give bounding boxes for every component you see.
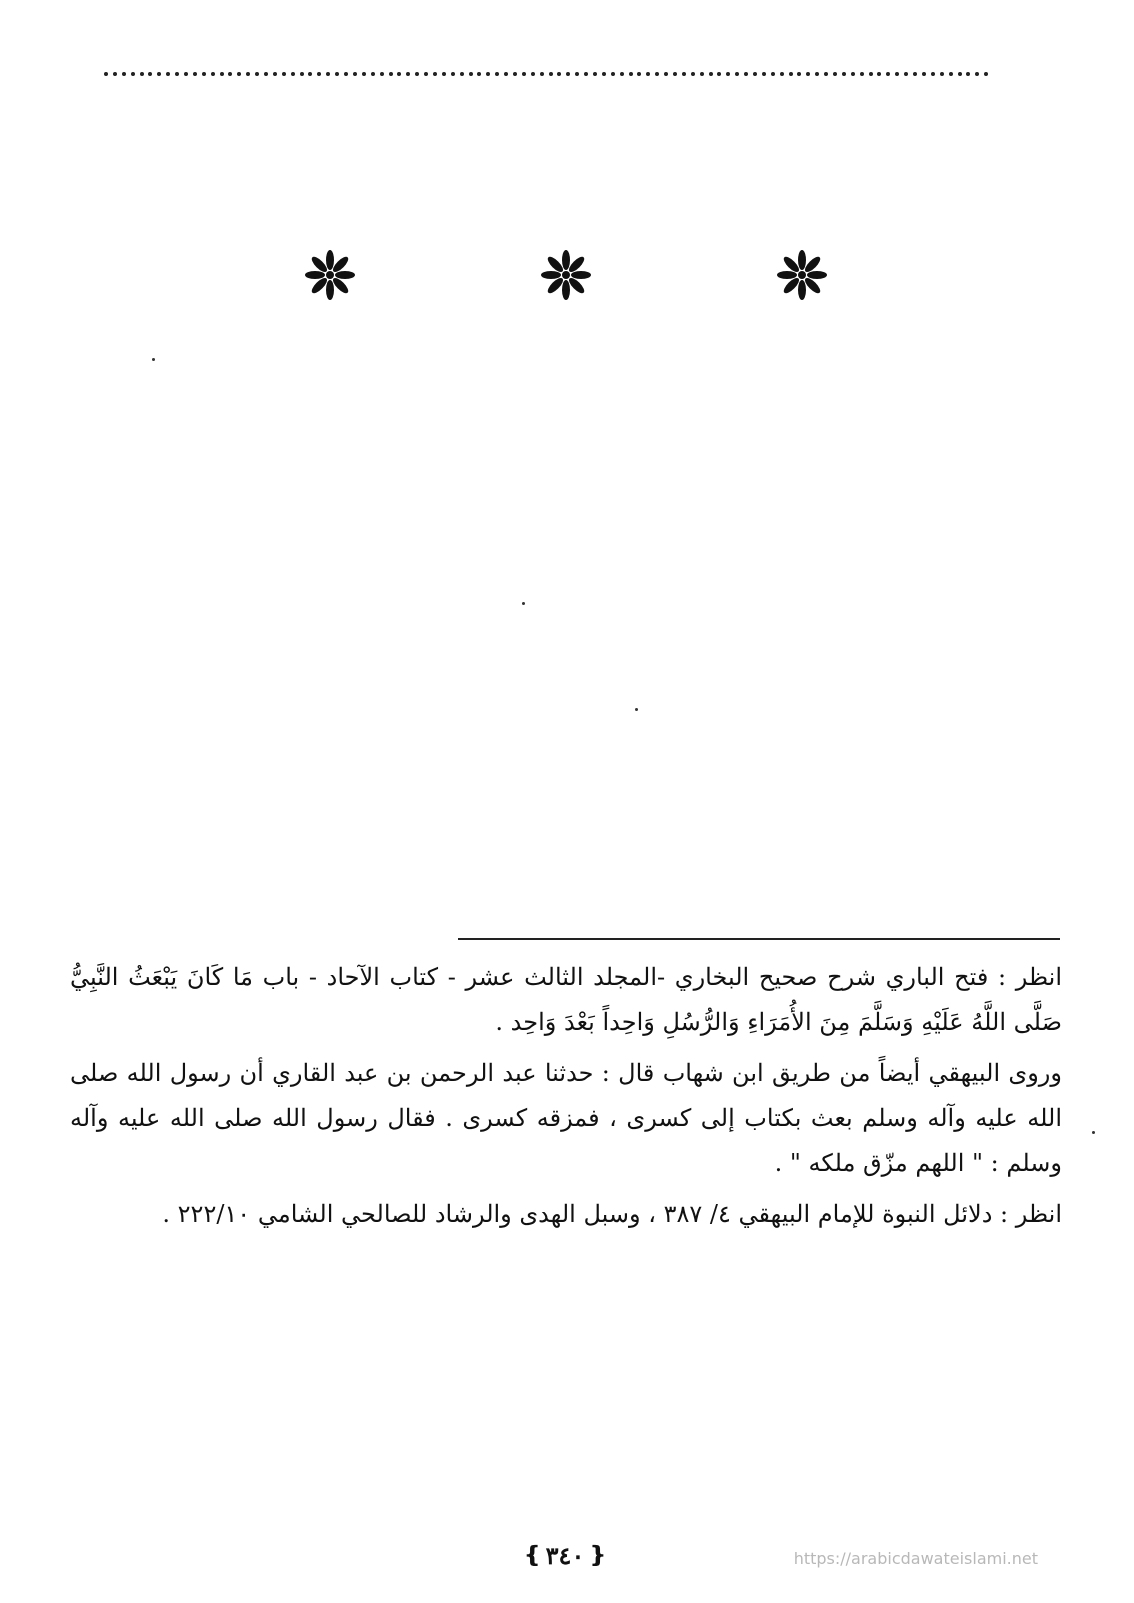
- page-number-text: ٣٤٠: [545, 1540, 585, 1570]
- scan-speck: [635, 708, 638, 711]
- scan-speck: [522, 602, 525, 605]
- footnote-paragraph: انظر : فتح الباري شرح صحيح البخاري -المجلد الثالث عشر - كتاب الآحاد - باب مَا كَانَ يَبْعَثُ النَّبِيُّ صَلَّى اللَّهُ عَلَيْهِ وَسَلَّمَ مِنَ الأُمَرَاءِ وَالرُّسُلِ وَاحِداً بَعْدَ وَاحِد .: [70, 963, 1062, 1036]
- asterisk-ornament-icon: [300, 245, 360, 305]
- scan-speck: [152, 358, 155, 361]
- footnote-paragraph: انظر : دلائل النبوة للإمام البيهقي ٤/ ٣٨٧ ، وسبل الهدى والرشاد للصالحي الشامي ٢٢٢/١٠ .: [162, 1200, 1062, 1228]
- asterisk-ornament-icon: [536, 245, 596, 305]
- footnotes-section: [70, 955, 1062, 1243]
- watermark-url: https://arabicdawateislami.net: [793, 1549, 1038, 1568]
- section-separator-ornaments: [300, 245, 840, 305]
- left-bracket-icon: ❴: [523, 1542, 542, 1568]
- top-dotted-rule: [104, 68, 989, 80]
- footnote-paragraph: وروى البيهقي أيضاً من طريق ابن شهاب قال : حدثنا عبد الرحمن بن عبد القاري أن رسول الله صلى الله عليه وآله وسلم بعث بكتاب إلى كسرى ، فمزقه كسرى . فقال رسول الله صلى الله عليه وآله وسلم : " اللهم مزّق ملكه " .: [70, 1059, 1062, 1177]
- asterisk-ornament-icon: [772, 245, 832, 305]
- scan-speck: [1092, 1131, 1095, 1134]
- page-number: [510, 1537, 620, 1573]
- right-bracket-icon: ❵: [588, 1542, 607, 1568]
- footnote-separator: [458, 938, 1060, 940]
